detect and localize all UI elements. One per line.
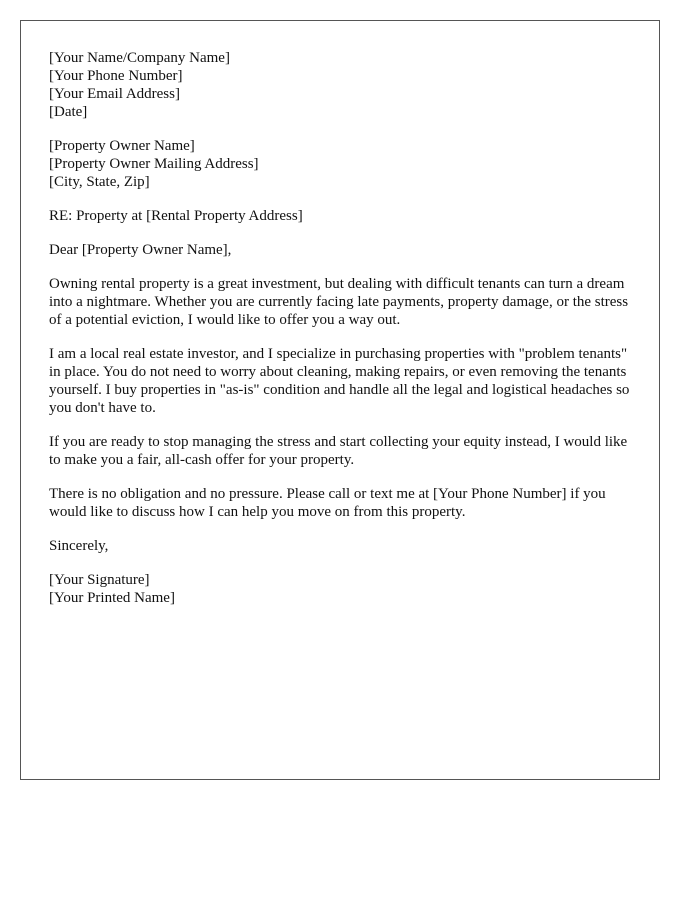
- signature-placeholder: [Your Signature]: [49, 572, 150, 588]
- body-paragraph-2: I am a local real estate investor, and I specialize in purchasing properties with "problem tenants" in place. You do not need to worry about cleaning, making repairs, or even removing the tenants yourself. I buy properties in "as-is" condition and handle all the legal and logistical headaches so you don't have to.: [49, 346, 630, 416]
- recipient-block: [49, 137, 637, 191]
- closing: Sincerely,: [49, 538, 109, 554]
- signature-block: [49, 571, 637, 607]
- recipient-name: [Property Owner Name]: [49, 138, 195, 154]
- recipient-mailing-address: [Property Owner Mailing Address]: [49, 156, 259, 172]
- sender-phone: [Your Phone Number]: [49, 68, 183, 84]
- letter-date: [Date]: [49, 104, 88, 120]
- body-paragraph-1: Owning rental property is a great investment, but dealing with difficult tenants can turn a dream into a nightmare. Whether you are currently facing late payments, property damage, or the stress of a potential eviction, I would like to offer you a way out.: [49, 276, 629, 328]
- body-paragraph-3: If you are ready to stop managing the stress and start collecting your equity instead, I would like to make you a fair, all-cash offer for your property.: [49, 434, 628, 468]
- letter-content: [49, 49, 637, 623]
- body-paragraph-4: There is no obligation and no pressure. Please call or text me at [Your Phone Number] if you would like to discuss how I can help you move on from this property.: [49, 486, 606, 520]
- recipient-city-state-zip: [City, State, Zip]: [49, 174, 150, 190]
- sender-block: [49, 49, 637, 121]
- sender-email: [Your Email Address]: [49, 86, 180, 102]
- salutation: Dear [Property Owner Name],: [49, 242, 232, 258]
- sender-name: [Your Name/Company Name]: [49, 50, 230, 66]
- subject-line: RE: Property at [Rental Property Address]: [49, 208, 303, 224]
- letter-page: [20, 20, 660, 780]
- printed-name: [Your Printed Name]: [49, 590, 175, 606]
